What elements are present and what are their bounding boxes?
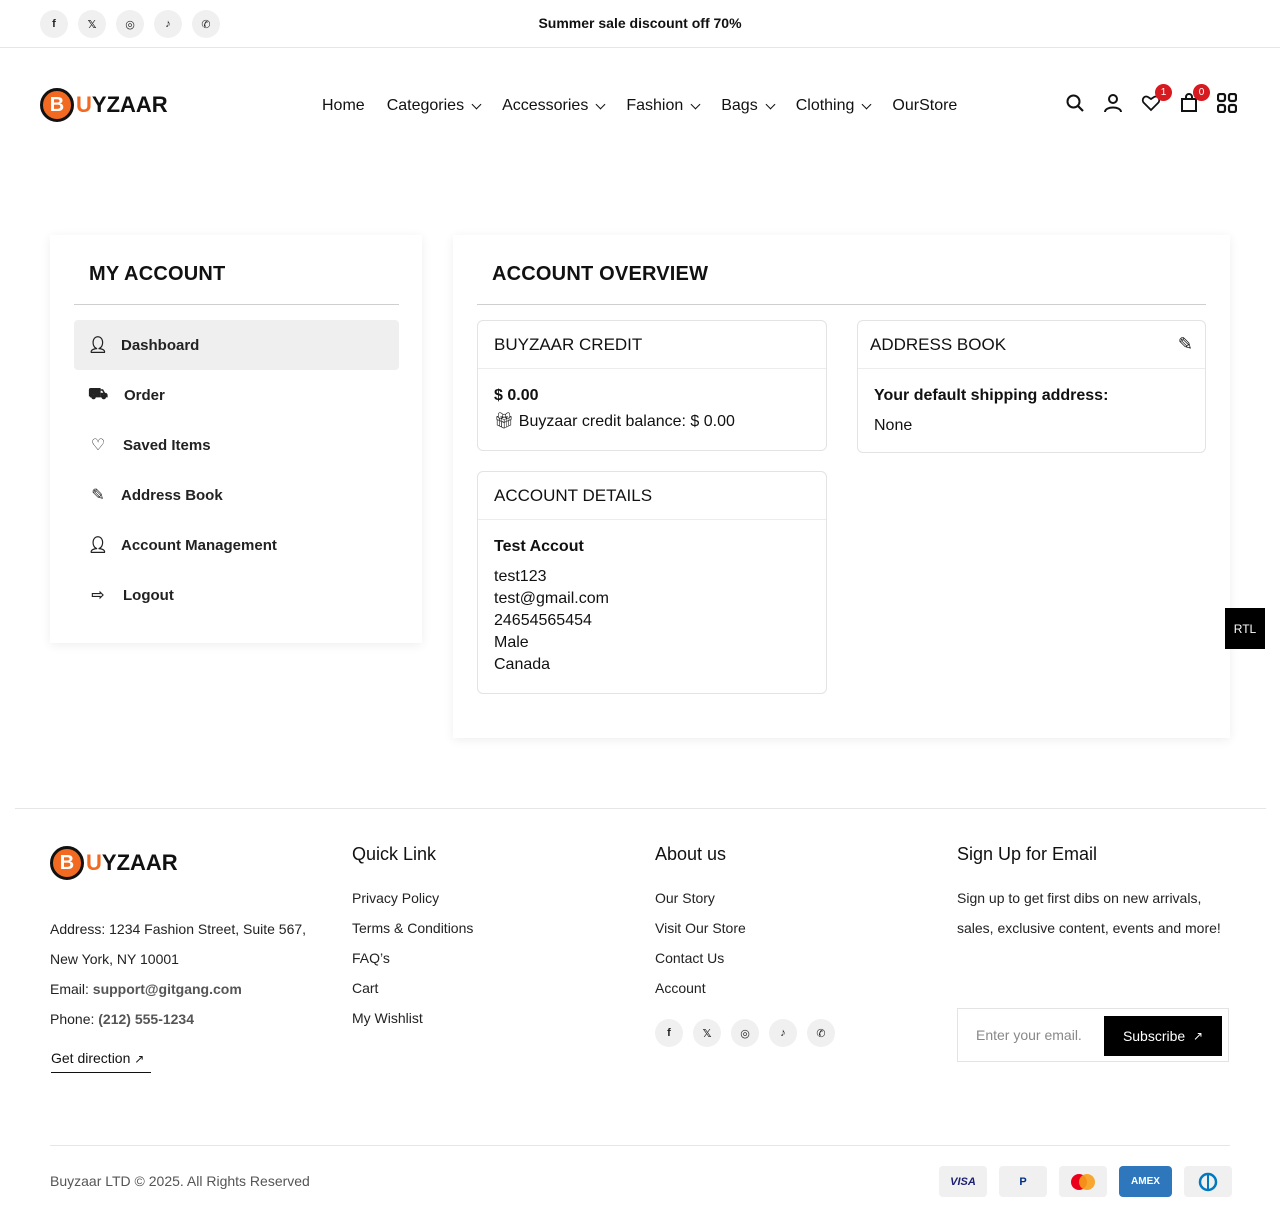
payment-methods [939, 1166, 1232, 1197]
divider [74, 304, 399, 305]
nav-clothing[interactable]: Clothing [796, 97, 871, 115]
details-card [477, 471, 827, 694]
main-nav [322, 84, 979, 128]
logo-mark: B [40, 88, 74, 122]
credit-title: BUYZAAR CREDIT [478, 321, 826, 369]
credit-balance-row [494, 411, 810, 431]
nav-fashion[interactable]: Fashion [626, 97, 699, 115]
nav-accessories[interactable]: Accessories [502, 97, 604, 115]
tiktok-icon[interactable]: ♪ [769, 1019, 797, 1047]
wishlist-heart-icon[interactable] [1140, 87, 1167, 114]
diners-icon [1184, 1166, 1232, 1197]
nav-home[interactable]: Home [322, 97, 365, 114]
top-bar [0, 0, 1280, 48]
cart-icon[interactable] [1178, 87, 1205, 114]
footer-link[interactable]: My Wishlist [352, 1010, 423, 1026]
logo[interactable] [40, 88, 168, 122]
overview-title: ACCOUNT OVERVIEW [492, 263, 709, 285]
footer-divider [15, 808, 1266, 809]
signup-text: Sign up to get first dibs on new arrivals, sales, exclusive content, events and more! [957, 890, 1221, 936]
signup-title: Sign Up for Email [957, 844, 1098, 864]
announcement: Summer sale discount off 70% [538, 15, 742, 31]
footer-phone-link[interactable]: (212) 555-1234 [98, 1011, 195, 1027]
edit-icon: ✎ [91, 487, 105, 504]
get-direction-link[interactable]: Get direction ↗ [51, 1050, 151, 1073]
sidebar-item-saved-items[interactable]: ♡ Saved Items [90, 436, 211, 454]
chevron-down-icon [765, 99, 775, 109]
quick-links [352, 844, 473, 1033]
sidebar-item-account-management[interactable]: 👤︎ Account Management [87, 536, 277, 554]
footer-link[interactable]: Cart [352, 980, 379, 996]
user-icon[interactable] [1102, 92, 1124, 114]
whatsapp-icon[interactable]: ✆ [807, 1019, 835, 1047]
footer-social-links [655, 1019, 835, 1047]
footer-link[interactable]: Visit Our Store [655, 920, 746, 936]
chevron-down-icon [596, 99, 606, 109]
email-input[interactable]: Enter your email. [976, 1027, 1082, 1043]
about-title: About us [655, 844, 727, 864]
rtl-toggle-button[interactable]: RTL [1225, 608, 1265, 649]
footer-address: 1234 Fashion Street, Suite 567, New York, NY 10001 [50, 921, 307, 967]
x-icon[interactable]: 𝕏 [693, 1019, 721, 1047]
edit-icon[interactable]: ✎ [1177, 334, 1193, 354]
credit-card [477, 320, 827, 451]
copyright: Buyzaar LTD © 2025. All Rights Reserved [50, 1173, 310, 1189]
address-value: None [874, 417, 913, 434]
footer-link[interactable]: Our Story [655, 890, 715, 906]
grid-menu-icon[interactable] [1216, 92, 1238, 114]
arrow-up-right-icon: ↗ [1192, 1029, 1204, 1043]
paypal-icon: P [999, 1166, 1047, 1197]
user-icon: 👤︎ [87, 337, 109, 354]
footer-link[interactable]: FAQ’s [352, 950, 390, 966]
mastercard-icon [1059, 1166, 1107, 1197]
nav-our-store[interactable]: Our Store [892, 97, 958, 114]
facebook-icon[interactable]: f [40, 10, 68, 38]
address-title: ADDRESS BOOK [858, 321, 1205, 369]
details-title: ACCOUNT DETAILS [478, 472, 826, 520]
header-actions [1064, 87, 1238, 114]
logout-icon: ⇨ [91, 587, 105, 604]
facebook-icon[interactable]: f [655, 1019, 683, 1047]
about-links [655, 844, 835, 1047]
amex-icon: AMEX [1119, 1166, 1172, 1197]
instagram-icon[interactable]: ◎ [731, 1019, 759, 1047]
heart-icon: ♡ [90, 437, 106, 454]
nav-bags[interactable]: Bags [721, 97, 773, 115]
visa-icon: VISA [939, 1166, 987, 1197]
details-country: Canada [494, 656, 551, 673]
footer-contact: Address: 1234 Fashion Street, Suite 567, New York, NY 10001 Email: support@gitgang.com Phone: (212) 555-1234 [50, 921, 307, 1027]
whatsapp-icon[interactable]: ✆ [192, 10, 220, 38]
footer-logo[interactable] [50, 846, 178, 880]
details-gender: Male [494, 634, 529, 651]
footer-link[interactable]: Terms & Conditions [352, 920, 474, 936]
x-icon[interactable]: 𝕏 [78, 10, 106, 38]
footer-link[interactable]: Privacy Policy [352, 890, 440, 906]
footer-link[interactable]: Account [655, 980, 706, 996]
email-signup [957, 844, 1229, 943]
sidebar-item-order[interactable]: ⛟ Order [87, 386, 165, 404]
subscribe-button[interactable]: Subscribe ↗ [1104, 1016, 1222, 1056]
account-sidebar [50, 235, 422, 643]
credit-amount: $ 0.00 [494, 387, 539, 404]
footer-email-link[interactable]: support@gitgang.com [92, 981, 242, 997]
tiktok-icon[interactable]: ♪ [154, 10, 182, 38]
search-icon[interactable] [1064, 92, 1086, 114]
subscribe-form [957, 1008, 1229, 1062]
divider [477, 304, 1206, 305]
chevron-down-icon [862, 99, 872, 109]
footer-bottom-divider [50, 1145, 1230, 1146]
logo-word: UYZAAR [76, 92, 168, 117]
nav-categories[interactable]: Categories [387, 97, 480, 115]
address-label: Your default shipping address: [874, 387, 1109, 404]
sidebar-item-address-book[interactable]: ✎ Address Book [74, 470, 399, 520]
instagram-icon[interactable]: ◎ [116, 10, 144, 38]
wishlist-count-badge: 1 [1155, 84, 1172, 101]
sidebar-item-dashboard[interactable]: 👤︎ Dashboard [74, 320, 399, 370]
sidebar-item-logout[interactable]: ⇨ Logout [74, 570, 399, 620]
details-email: test@gmail.com [494, 590, 609, 607]
footer-link[interactable]: Contact Us [655, 950, 725, 966]
account-menu [74, 320, 399, 620]
quick-links-title: Quick Link [352, 844, 437, 864]
account-overview [453, 235, 1230, 738]
logo-mark: B [50, 846, 84, 880]
sidebar-title: MY ACCOUNT [89, 263, 226, 285]
address-card [857, 320, 1206, 453]
truck-icon: ⛟ [87, 386, 109, 403]
user-icon: 👤︎ [87, 537, 109, 554]
details-name: Test Accout [494, 538, 584, 555]
details-username: test123 [494, 568, 547, 585]
gift-card-icon: 🎁︎ [494, 413, 515, 430]
cart-count-badge: 0 [1193, 84, 1210, 101]
credit-balance: Buyzaar credit balance: $ 0.00 [518, 413, 735, 430]
logo-word: UYZAAR [86, 850, 178, 875]
details-phone: 24654565454 [494, 612, 592, 629]
chevron-down-icon [691, 99, 701, 109]
arrow-up-right-icon: ↗ [134, 1052, 145, 1066]
chevron-down-icon [472, 99, 482, 109]
